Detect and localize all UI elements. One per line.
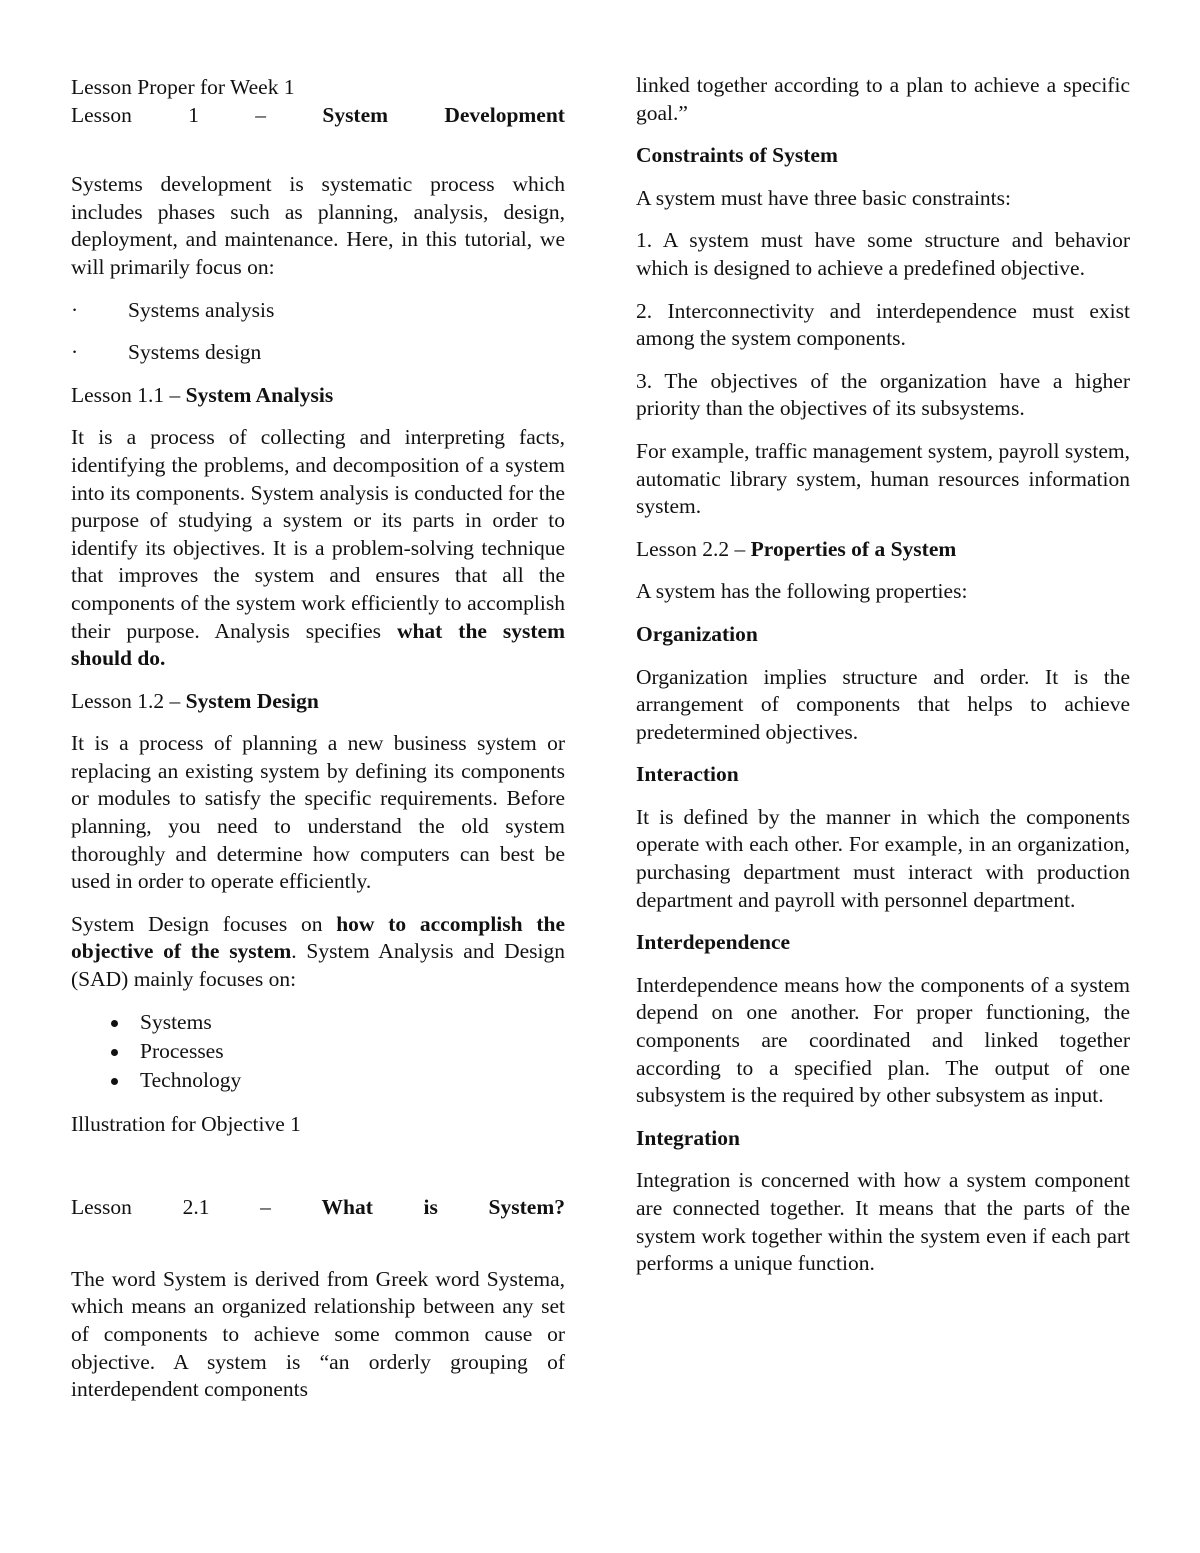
lesson-1-1-heading [71,382,565,410]
bullet-icon [111,1049,118,1056]
week-title: Lesson Proper for Week 1 [71,75,295,99]
analysis-bold-text: what the system should do. [71,618,565,671]
lesson-1-2-title: System Design [185,688,319,713]
properties-intro: A system has the following properties: [636,579,968,604]
left-column [71,74,565,1419]
lesson-2-1-heading [71,1194,565,1222]
list-item-text: Technology [140,1068,242,1093]
lesson-1-2-prefix: Lesson 1.2 – [71,688,186,713]
focus-item-text: Systems analysis [128,297,275,322]
list-item-text: Systems [140,1010,212,1035]
integration-heading: Integration [636,1125,740,1150]
lesson-2-2-title: Properties of a System [750,536,957,561]
bullet-icon [111,1020,118,1027]
focus-item-text: Systems design [128,340,262,365]
integration-paragraph: Integration is concerned with how a system component are connected together. It means that the parts of the system work together within the system even if each part performs a unique function. [636,1168,1130,1276]
design-focus-post: . System Analysis and Design (SAD) mainly focuses on: [71,939,565,992]
lesson-1-title-system: System [322,102,389,127]
continuation-paragraph: linked together according to a plan to achieve a specific goal.” [636,73,1130,125]
lesson-1-word: Lesson [71,102,132,127]
bullet-icon [111,1078,118,1085]
design-paragraph: It is a process of planning a new business system or replacing an existing system by defining its components or modules to satisfy the specific requirements. Before planning, you need to understand the old system thoroughly and determine how computers can best be used in order to operate efficiently. [71,731,565,894]
lesson-1-title-development: Development [444,102,565,127]
lesson-2-2-prefix: Lesson 2.2 – [636,536,751,561]
intro-paragraph: Systems development is systematic process which includes phases such as planning, analysis, design, deployment, and maintenance. Here, in this tutorial, we will primarily focus on: [71,172,565,279]
interaction-heading: Interaction [636,762,739,787]
organization-paragraph: Organization implies structure and order. It is the arrangement of components that helps to achieve predetermined objectives. [636,664,1130,744]
lesson-2-1-title-is: is [423,1195,438,1220]
design-focus-paragraph [71,911,565,994]
analysis-paragraph [71,424,565,672]
constraints-heading: Constraints of System [636,143,838,168]
interaction-paragraph: It is defined by the manner in which the components operate with each other. For example, in an organization, purchasing department must interact with production department and payroll with personnel department. [636,804,1130,912]
example-paragraph: For example, traffic management system, payroll system, automatic library system, human resources information system. [636,438,1130,519]
lesson-1-1-title: System Analysis [185,382,334,407]
lesson-2-1-dash: – [260,1195,271,1220]
organization-heading: Organization [636,621,758,646]
focus-item-marker: · [71,297,79,322]
interdependence-paragraph: Interdependence means how the components of a system depend on one another. For proper functioning, the components are coordinated and linked together according to a specified plan. The output of one subsystem is the required by other subsystem as input. [636,972,1130,1108]
constraint-item-3: 3. The objectives of the organization have a higher priority than the objectives of its subsystems. [636,368,1130,421]
lesson-1-dash: – [255,102,267,127]
constraint-item-2: 2. Interconnectivity and interdependence must exist among the system components. [636,298,1130,351]
focus-item-analysis [71,297,565,325]
lesson-1-heading [71,102,565,130]
list-item-text: Processes [140,1039,224,1064]
lesson-1-2-heading [71,688,565,716]
lesson-1-number: 1 [188,102,199,127]
system-definition-paragraph: The word System is derived from Greek word Systema, which means an organized relationship between any set of components to achieve some common cause or objective. A system is “an orderly grouping of interdependent components [71,1266,565,1402]
lesson-2-1-word: Lesson [71,1195,132,1220]
constraint-item-1: 1. A system must have some structure and behavior which is designed to achieve a predefined objective. [636,228,1130,280]
focus-item-design [71,339,565,367]
list-item [71,1067,565,1096]
list-item [71,1009,565,1038]
focus-item-marker: · [71,340,79,365]
lesson-2-1-number: 2.1 [182,1195,210,1220]
right-column [636,72,1130,1293]
interdependence-heading: Interdependence [636,930,791,955]
list-item [71,1038,565,1067]
lesson-1-1-prefix: Lesson 1.1 – [71,382,186,407]
analysis-text: It is a process of collecting and interpreting facts, identifying the problems, and decomposition of a system into its components. System analysis is conducted for the purpose of studying a system or its parts in order to identify its objectives. It is a problem-solving technique that improves the system and ensures that all the components of the system work efficiently to accomplish their purpose. Analysis specifies [71,425,565,643]
design-focus-bold: how to accomplish the objective of the system [71,911,566,964]
lesson-2-1-title-system: System? [488,1195,565,1220]
illustration-caption: Illustration for Objective 1 [71,1111,301,1136]
lesson-2-1-title-what: What [321,1195,373,1220]
sad-list [71,1009,565,1096]
constraints-intro: A system must have three basic constraints: [636,185,1011,210]
lesson-2-2-heading [636,536,1130,564]
design-focus-pre: System Design focuses on [71,911,337,936]
